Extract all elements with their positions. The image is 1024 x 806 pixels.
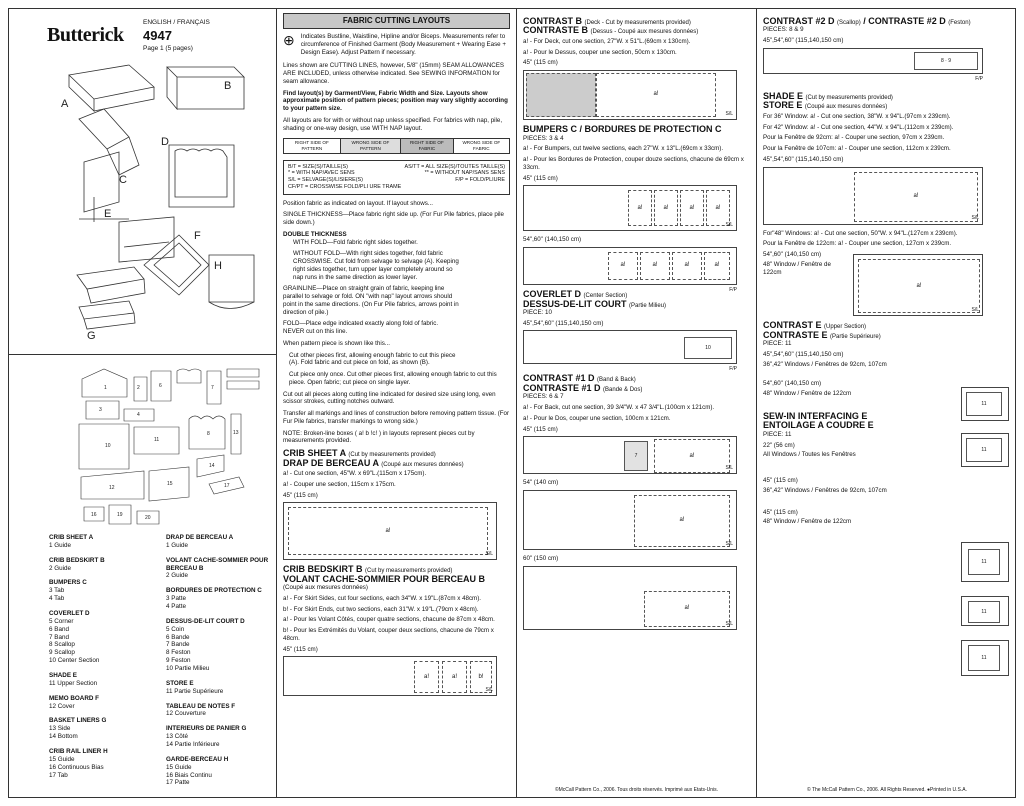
crosshair-circle-icon: ⊕ xyxy=(283,32,295,48)
selvage-mark: S/L xyxy=(971,215,979,222)
layout-window-label: 48" Window / Fenêtre de 122cm xyxy=(763,518,852,526)
legend-group xyxy=(49,672,164,688)
layout-width-label: 45",54",60" (115,140,150 cm) xyxy=(763,350,844,358)
contrast-e-title: CONTRAST E (Upper Section) CONTRASTE E (Partie Supérieure) xyxy=(763,320,881,340)
bedskirt-b-en: b! - For Skirt Ends, cut two sections, each 31"W. x 19"L.(79cm x 48cm). xyxy=(283,605,479,613)
pieces-legend-english xyxy=(49,534,164,786)
layout-piece: a! xyxy=(654,439,730,473)
bedskirt-sub-fr: (Coupé aux mesures données) xyxy=(283,584,368,592)
layout-window-label: 36",42" Windows / Fenêtres de 92cm, 107cm xyxy=(763,360,887,368)
layout-width-label: 22" (56 cm) xyxy=(763,441,795,449)
contrast-2-title: CONTRAST #2 D (Scallop) / CONTRASTE #2 D (Feston) xyxy=(763,16,971,26)
selvage-mark: S/L xyxy=(725,222,733,229)
legend-item: 12 Cover xyxy=(49,702,75,710)
legend-item: 17 Tab xyxy=(49,771,68,779)
layout-width-label: 60" (150 cm) xyxy=(523,555,559,563)
view-letter-f: F xyxy=(194,230,201,242)
view-letter-h: H xyxy=(214,260,222,272)
contrast-e-layout-1 xyxy=(961,387,1009,421)
contrast-b-title: CONTRAST B (Deck - Cut by measurements provided) CONTRASTE B (Dessus - Coupé aux mesures données) xyxy=(523,16,699,36)
svg-text:3: 3 xyxy=(99,407,102,413)
layout-piece: a! xyxy=(414,661,439,693)
legend-group xyxy=(166,534,277,550)
cut-once-text: Cut piece only once. Cut other pieces first, allowing enough fabric to cut this piece. Open fabric; cut piece on single layer. xyxy=(289,371,497,386)
bedskirt-a-en: a! - For Skirt Sides, cut four sections, each 34"W. x 19"L.(87cm x 48cm). xyxy=(283,594,481,602)
legend-item: 17 Patte xyxy=(166,779,190,787)
coverlet-title: COVERLET D (Center Section) DESSUS-DE-LIT COURT (Partie Milieu) xyxy=(523,289,667,309)
contrast-b-en: a! - For Deck, cut one section, 27"W. x 51"L.(69cm x 130cm). xyxy=(523,37,691,45)
layout-piece-10: 10 xyxy=(684,337,732,359)
legend-item: 13 Side xyxy=(49,725,71,733)
layout-piece-8-9: 8 · 9 xyxy=(914,52,978,70)
legend-item: 2 Guide xyxy=(49,564,72,572)
legend-item: 4 Patte xyxy=(166,603,186,611)
legend-group-title: CRIB SHEET A xyxy=(49,534,94,541)
view-letter-b: B xyxy=(224,80,232,92)
contrast-1-layout-60 xyxy=(523,566,737,630)
views-sketch xyxy=(49,57,264,347)
layout-width-label: 45" (115 cm) xyxy=(283,645,318,653)
contrast-1-fr: a! - Pour le Dos, couper une section, 100cm x 121cm. xyxy=(523,414,671,422)
svg-text:19: 19 xyxy=(117,512,123,518)
contrast-e-layouts xyxy=(961,384,1009,472)
shade-layout-2 xyxy=(853,254,983,316)
contrast-2-pieces: PIECES: 8 & 9 xyxy=(763,26,804,34)
legend-group-title: DESSUS-DE-LIT COURT D xyxy=(166,617,245,625)
layout-piece-11: 11 xyxy=(968,549,1000,575)
indicates-text: Indicates Bustline, Waistline, Hipline and/or Biceps. Measurements refer to circumference of Finished Garment (Body Measurement + Wearing Ease + Design Ease). Adjust Pattern if necessary. xyxy=(300,33,506,56)
key-right-side-fabric: RIGHT SIDE OF FABRIC xyxy=(401,139,454,153)
view-letter-g: G xyxy=(87,330,96,342)
layout-piece: a! xyxy=(596,73,716,117)
general-instructions-column xyxy=(277,9,517,797)
legend-group-title: VOLANT CACHE-SOMMIER POUR BERCEAU B xyxy=(166,556,269,572)
legend-group xyxy=(166,680,277,696)
pattern-pieces-diagram xyxy=(49,359,269,529)
shade-title: SHADE E (Cut by measurements provided) STORE E (Coupé aux mesures données) xyxy=(763,90,893,111)
layout-window-label: 48" Window / Fenêtre de 122cm xyxy=(763,390,852,398)
svg-text:8: 8 xyxy=(207,431,210,437)
fold-mark: F/P xyxy=(975,75,983,82)
layout-piece: a! xyxy=(288,507,488,555)
svg-text:2: 2 xyxy=(137,385,140,391)
view-letter-d: D xyxy=(161,136,169,148)
legend-group-title: TABLEAU DE NOTES F xyxy=(166,702,236,710)
legend-item: 9 Scallop xyxy=(49,649,75,657)
interfacing-layout-2 xyxy=(961,596,1009,626)
legend-item: 3 Patte xyxy=(166,595,186,603)
svg-text:20: 20 xyxy=(145,515,151,521)
fold-text: FOLD—Place edge indicated exactly along fold of fabric. NEVER cut on this line. xyxy=(283,320,439,336)
legend-item: 3 Tab xyxy=(49,587,65,595)
key-wrong-side-fabric: WRONG SIDE OF FABRIC xyxy=(453,139,509,153)
layout-width-label: 45" (115 cm) xyxy=(763,508,798,516)
svg-text:1: 1 xyxy=(104,385,107,391)
position-text: Position fabric as indicated on layout. If layout shows... xyxy=(283,199,433,207)
legend-group xyxy=(166,703,277,719)
interfacing-title: SEW-IN INTERFACING E ENTOILAGE A COUDRE E xyxy=(763,410,874,431)
legend-group-title: CRIB BEDSKIRT B xyxy=(49,556,105,564)
contrast-1-pieces: PIECES: 6 & 7 xyxy=(523,393,564,401)
key-right-side-pattern: RIGHT SIDE OF PATTERN xyxy=(284,139,341,153)
fold-mark: F/P xyxy=(729,286,737,293)
layout-piece: a! xyxy=(442,661,467,693)
copyright-french: ©McCall Pattern Co., 2006. Tous droits réservés. Imprimé aux Etats-Unis. xyxy=(554,786,719,793)
legend-group xyxy=(166,618,277,673)
language-label: ENGLISH / FRANÇAIS xyxy=(143,19,210,26)
layout-window-label: 48" Window / Fenêtre de 122cm xyxy=(763,260,831,276)
legend-group-title: BUMPERS C xyxy=(49,579,87,587)
legend-item: 6 Band xyxy=(49,625,69,633)
view-letter-c: C xyxy=(119,174,127,186)
legend-item: 12 Couverture xyxy=(166,710,206,718)
crib-sheet-fr: a! - Couper une section, 115cm x 175cm. xyxy=(283,480,396,488)
crib-sheet-title: CRIB SHEET A (Cut by measurements provided) DRAP DE BERCEAU A (Coupé aux mesures données) xyxy=(283,448,464,468)
bumpers-layout-54 xyxy=(523,247,737,293)
with-fold-text: WITH FOLD—Fold fabric right sides together. xyxy=(293,238,418,246)
contrast-1-layout-45 xyxy=(523,436,737,474)
legend-group-title: DRAP DE BERCEAU A xyxy=(166,534,234,541)
legend-group xyxy=(166,756,277,787)
layout-piece: a! xyxy=(640,252,670,280)
svg-text:13: 13 xyxy=(233,430,239,436)
legend-item: 8 Scallop xyxy=(49,641,75,649)
layout-width-label: 45",54",60" (115,140,150 cm) xyxy=(763,155,844,163)
layout-width-label: 54",60" (140,150 cm) xyxy=(523,236,582,244)
pieces-legend-french xyxy=(166,534,277,794)
cover-column xyxy=(9,9,277,797)
layout-piece-11: 11 xyxy=(966,392,1002,416)
layout-piece: a! xyxy=(706,190,730,226)
bumpers-pieces: PIECES: 3 & 4 xyxy=(523,134,564,142)
legend-item: 11 Partie Supérieure xyxy=(166,687,224,695)
legend-group-title: BASKET LINERS G xyxy=(49,717,107,725)
layout-width-label: 45",54",60" (115,140,150 cm) xyxy=(523,319,604,327)
without-fold-text: WITHOUT FOLD—With right sides together, fold fabric CROSSWISE. Cut fold from selvage to selvage (A). Keeping right sides together, turn upper layer completely around so nap runs in the same direction as lower layer. xyxy=(293,250,459,281)
legend-group xyxy=(49,748,164,779)
shade-fr-1: Pour la Fenêtre de 92cm: a! - Couper une section, 97cm x 239cm. xyxy=(763,134,945,142)
legend-item: 8 Feston xyxy=(166,649,191,657)
bedskirt-a-fr: a! - Pour les Volant Côtés, couper quatre sections, chacune de 87cm x 48cm. xyxy=(283,616,495,624)
layout-piece: a! xyxy=(672,252,702,280)
legend-item: 14 Partie Inférieure xyxy=(166,741,220,749)
abbreviations-box: B/T = SIZE(S)/TAILLE(S) AS/TT = ALL SIZE(S)/TOUTES TAILLE(S) * = WITH NAP/AVEC SENS ** = WITHOUT NAP/SANS SENS S/L = SELVAGE(S)/LISIERE(S) F/P = FOLD/PLIURE CF/PT = CROSSWISE FOLD/PLI URE TRAME xyxy=(283,160,510,195)
legend-group xyxy=(49,534,164,550)
legend-group xyxy=(49,610,164,665)
layout-piece: a! xyxy=(654,190,678,226)
layout-width-label: 45",54",60" (115,140,150 cm) xyxy=(763,37,844,45)
interfacing-layout-3 xyxy=(961,640,1009,676)
grainline-text: GRAINLINE—Place on straight grain of fabric, keeping line parallel to selvage or fold. ON "with nap" layout arrows should point in the same directions. (On Fur Pile fabrics, arrows point in direction of pile.) xyxy=(283,285,459,316)
legend-item: 16 Biais Continu xyxy=(166,771,212,779)
contrast-1-layout-54 xyxy=(523,490,737,550)
legend-item: 11 Upper Section xyxy=(49,679,98,687)
shade-en-1: For 36" Window: a! - Cut one section, 38"W. x 94"L.(97cm x 239cm). xyxy=(763,112,951,120)
shade-layout-1 xyxy=(763,167,983,225)
layout-window-label: All Windows / Toutes les Fenêtres xyxy=(763,451,856,459)
legend-group xyxy=(166,587,277,611)
section-divider xyxy=(9,354,276,355)
indicates-note xyxy=(283,33,510,56)
contrast-e-piece: PIECE: 11 xyxy=(763,340,792,348)
legend-item: 5 Coin xyxy=(166,625,185,633)
legend-group xyxy=(166,725,277,749)
legend-group-title: INTERIEURS DE PANIER G xyxy=(166,725,247,733)
layout-width-label: 45" (115 cm) xyxy=(283,491,318,499)
crib-sheet-layout xyxy=(283,502,497,560)
layout-piece-11: 11 xyxy=(968,601,1000,623)
selvage-mark: S/L xyxy=(485,687,493,694)
svg-text:14: 14 xyxy=(209,463,215,469)
legend-group-title: COVERLET D xyxy=(49,610,90,618)
legend-item: 7 Band xyxy=(49,633,69,641)
layout-fabric-area xyxy=(526,73,596,117)
shading-key-table xyxy=(283,138,510,153)
layout-piece: a! xyxy=(644,591,730,627)
layouts-column-b-c-d xyxy=(517,9,757,797)
legend-group-title: STORE E xyxy=(166,679,194,687)
legend-group-title: MEMO BOARD F xyxy=(49,694,100,702)
layout-width-label: 54" (140 cm) xyxy=(523,479,559,487)
interfacing-layouts xyxy=(961,539,1009,681)
crib-bedskirt-title: CRIB BEDSKIRT B (Cut by measurements provided) VOLANT CACHE-SOMMIER POUR BERCEAU B xyxy=(283,564,486,584)
layout-piece: a! xyxy=(680,190,704,226)
cutting-lines-text: Lines shown are CUTTING LINES, however, 5/8" (15mm) SEAM ALLOWANCES ARE INCLUDED, unless otherwise indicated. See SEWING INFORMATION for seam allowance. xyxy=(283,62,505,85)
legend-group xyxy=(49,557,164,573)
layout-piece: a! xyxy=(628,190,652,226)
layout-window-label: 36",42" Windows / Fenêtres de 92cm, 107cm xyxy=(763,486,887,494)
note-text: NOTE: Broken-line boxes ( a! b !c! ) in layouts represent pieces cut by measurements provided. xyxy=(283,429,475,445)
layout-width-label: 45" (115 cm) xyxy=(523,174,558,182)
copyright-english: © The McCall Pattern Co., 2006. All Rights Reserved. ●Printed in U.S.A. xyxy=(806,786,967,793)
key-wrong-side-pattern: WRONG SIDE OF PATTERN xyxy=(340,139,400,153)
layout-piece: a! xyxy=(704,252,730,280)
double-thickness-title: DOUBLE THICKNESS xyxy=(283,230,347,238)
legend-item: 16 Continuous Bias xyxy=(49,763,104,771)
cut-out-text: Cut out all pieces along cutting line indicated for desired size using long, even scissor strokes, cutting notches outward. xyxy=(283,390,496,406)
bumpers-fr: a! - Pour les Bordures de Protection, couper douze sections, chacune de 69cm x 33cm. xyxy=(523,156,744,171)
section-header: FABRIC CUTTING LAYOUTS xyxy=(283,13,510,29)
legend-item: 6 Bande xyxy=(166,633,190,641)
contrast-2-layout xyxy=(763,48,983,82)
layout-width-label: 45" (115 cm) xyxy=(523,425,558,433)
coverlet-layout xyxy=(523,330,737,373)
legend-item: 9 Feston xyxy=(166,657,191,665)
svg-text:4: 4 xyxy=(137,412,140,418)
transfer-text: Transfer all markings and lines of construction before removing pattern tissue. (For Fur Pile fabrics, transfer markings to wrong side.) xyxy=(283,410,510,425)
svg-text:16: 16 xyxy=(91,512,97,518)
legend-group xyxy=(49,579,164,603)
pattern-instruction-sheet xyxy=(8,8,1016,798)
layout-width-label: 54",60" (140,150 cm) xyxy=(763,380,822,388)
interfacing-piece: PIECE: 11 xyxy=(763,430,792,438)
shade-en-2: For 42" Window: a! - Cut one section, 44"W. x 94"L.(112cm x 239cm). xyxy=(763,123,954,131)
selvage-mark: S/L xyxy=(725,620,733,627)
layout-piece-11: 11 xyxy=(968,645,1000,671)
fold-mark: F/P xyxy=(729,366,737,373)
page-info: Page 1 (5 pages) xyxy=(143,45,193,53)
legend-group-title: CRIB RAIL LINER H xyxy=(49,748,108,756)
contrast-1-title: CONTRAST #1 D (Band & Back) CONTRASTE #1 D (Bande & Dos) xyxy=(523,373,643,393)
contrast-b-layout xyxy=(523,70,737,120)
pattern-number: 4947 xyxy=(143,28,172,44)
contrast-e-layout-2 xyxy=(961,433,1009,467)
legend-item: 4 Tab xyxy=(49,595,65,603)
selvage-mark: S/L xyxy=(485,551,493,558)
bumpers-title: BUMPERS C / BORDURES DE PROTECTION C xyxy=(523,124,722,135)
contrast-b-fr: a! - Pour le Dessus, couper une section, 50cm x 130cm. xyxy=(523,48,677,56)
legend-group-title: GARDE-BERCEAU H xyxy=(166,755,229,763)
view-letter-e: E xyxy=(104,208,112,220)
crib-sheet-en: a! - Cut one section, 45"W. x 69"L.(115cm x 175cm). xyxy=(283,470,427,478)
selvage-mark: S/L xyxy=(725,110,733,117)
legend-group-title: SHADE E xyxy=(49,672,77,680)
single-thickness-text: SINGLE THICKNESS—Place fabric right side up. (For Fur Pile fabrics, place pile side down.) xyxy=(283,211,504,227)
legend-item: 5 Corner xyxy=(49,617,74,625)
selvage-mark: S/L xyxy=(725,465,733,472)
svg-text:6: 6 xyxy=(159,383,162,389)
shade-fr-3: Pour la Fenêtre de 122cm: a! - Couper une section, 127cm x 239cm. xyxy=(763,240,952,248)
layout-piece: a! xyxy=(858,259,980,313)
find-layout-text: Find layout(s) by Garment/View, Fabric Width and Size. Layouts show approximate position of pattern pieces; position may vary slightly according to your pattern size. xyxy=(283,89,508,112)
legend-group xyxy=(49,717,164,741)
nap-text: All layouts are for with or without nap unless specified. For fabrics with nap, pile, shading or one-way design, use WITH NAP layout. xyxy=(283,116,503,132)
legend-item: 1 Guide xyxy=(166,541,189,549)
layout-piece: a! xyxy=(608,252,638,280)
legend-item: 15 Guide xyxy=(49,755,75,763)
bumpers-en: a! - For Bumpers, cut twelve sections, each 27"W. x 13"L.(69cm x 33cm). xyxy=(523,145,724,153)
svg-text:7: 7 xyxy=(211,385,214,391)
selvage-mark: S/L xyxy=(971,307,979,314)
view-letter-a: A xyxy=(61,98,69,110)
bedskirt-layout xyxy=(283,656,497,696)
layout-width-label: 54",60" (140,150 cm) xyxy=(763,251,822,259)
bedskirt-b-fr: b! - Pour les Extrémités du Volant, couper deux sections, chacune de 79cm x 48cm. xyxy=(283,627,494,642)
shade-en-3: For"48" Windows: a! - Cut one section, 50"W. x 94"L.(127cm x 239cm). xyxy=(763,229,958,237)
legend-item: 14 Bottom xyxy=(49,733,78,741)
layout-piece-11: 11 xyxy=(966,438,1002,462)
legend-group xyxy=(166,557,277,581)
interfacing-layout-1 xyxy=(961,542,1009,582)
coverlet-piece: PIECE: 10 xyxy=(523,308,552,316)
svg-text:11: 11 xyxy=(154,437,160,443)
legend-item: 7 Bande xyxy=(166,641,190,649)
svg-text:12: 12 xyxy=(109,485,115,491)
svg-text:15: 15 xyxy=(167,481,173,487)
legend-item: 10 Center Section xyxy=(49,657,100,665)
layout-width-label: 45" (115 cm) xyxy=(523,59,558,67)
layout-piece: a! xyxy=(634,495,730,547)
svg-text:17: 17 xyxy=(224,483,230,489)
bumpers-layout-45 xyxy=(523,185,737,231)
layout-width-label: 45" (115 cm) xyxy=(763,477,798,485)
contrast-1-en: a! - For Back, cut one section, 39 3/4"W. x 47 3/4"L.(100cm x 121cm). xyxy=(523,404,715,412)
legend-item: 1 Guide xyxy=(49,541,72,549)
legend-item: 10 Partie Milieu xyxy=(166,665,210,673)
when-shown-text: When pattern piece is shown like this... xyxy=(283,339,390,347)
selvage-mark: S/L xyxy=(725,540,733,547)
shade-fr-2: Pour la Fenêtre de 107cm: a! - Couper une section, 112cm x 239cm. xyxy=(763,145,951,153)
legend-item: 2 Guide xyxy=(166,572,189,580)
legend-group-title: BORDURES DE PROTECTION C xyxy=(166,587,262,595)
layouts-column-d-e xyxy=(757,9,1017,797)
layout-piece-7: 7 xyxy=(624,441,648,471)
layout-piece: a! xyxy=(854,172,978,222)
pattern-meta xyxy=(143,19,210,54)
legend-item: 13 Côté xyxy=(166,733,189,741)
brand-logo: Butterick xyxy=(47,24,124,46)
cut-other-text: Cut other pieces first, allowing enough fabric to cut this piece (A). Fold fabric and cut piece on fold, as shown (B). xyxy=(289,351,456,367)
legend-group xyxy=(49,695,164,711)
svg-text:10: 10 xyxy=(105,443,111,449)
layout-piece: b! xyxy=(470,661,492,693)
legend-item: 15 Guide xyxy=(166,763,192,771)
